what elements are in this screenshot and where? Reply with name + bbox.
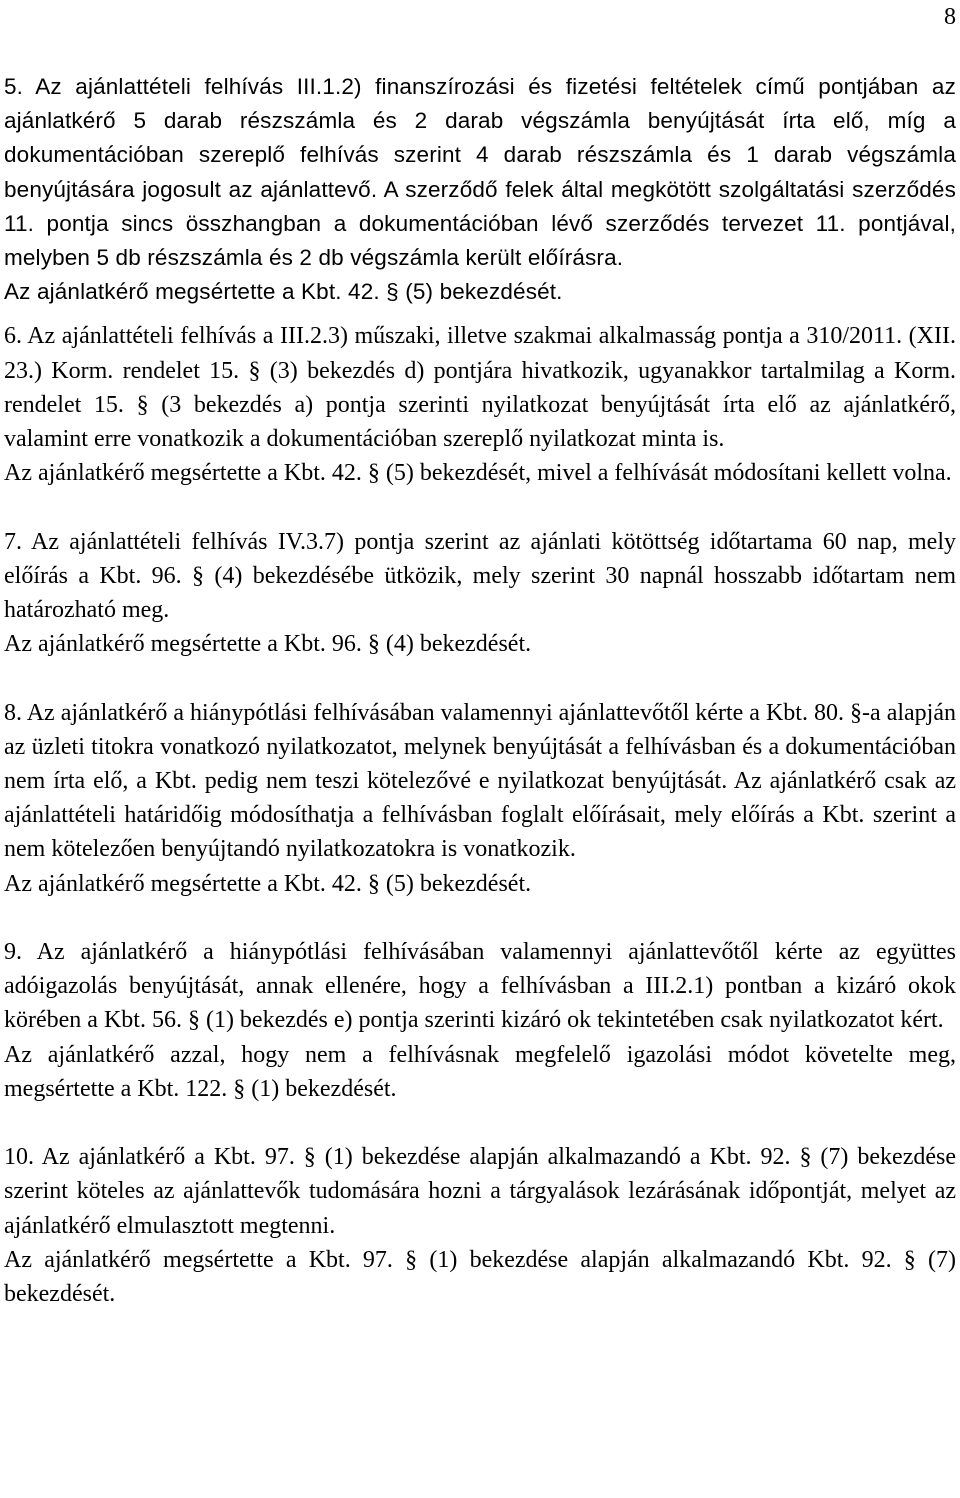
section-10 [4,1140,956,1311]
paragraph: Az ajánlatkérő azzal, hogy nem a felhívásnak megfelelő igazolási módot követelte meg, megsértette a Kbt. 122. § (1) bekezdését. [4,1041,956,1102]
section-6 [4,319,956,490]
paragraph: Az ajánlatkérő megsértette a Kbt. 42. § (5) bekezdését. [4,279,563,305]
section-gap [4,309,956,319]
section-5 [4,70,956,309]
paragraph: Az ajánlatkérő megsértette a Kbt. 97. § (1) bekezdése alapján alkalmazandó Kbt. 92. § (7) bekezdését. [4,1246,956,1308]
paragraph: Az ajánlatkérő megsértette a Kbt. 42. § (5) bekezdését, mivel a felhívását módosítani kellett volna. [4,460,952,487]
section-gap [4,661,956,695]
document-body [4,70,956,1311]
paragraph: 10. Az ajánlatkérő a Kbt. 97. § (1) bekezdése alapján alkalmazandó a Kbt. 92. § (7) bekezdése szerint köteles az ajánlattevők tudomására hozni a tárgyalások lezárásának időpontját, melyet az ajánlatkérő elmulasztott megtenni. [4,1144,956,1239]
section-gap [4,490,956,524]
section-8 [4,696,956,901]
paragraph: 5. Az ajánlattételi felhívás III.1.2) finanszírozási és fizetési feltételek című pontjában az ajánlatkérő 5 darab részszámla és 2 darab végszámla benyújtását írta elő, míg a dokumentációban szereplő felhívás szerint 4 darab részszámla és 1 darab végszámla benyújtására jogosult az ajánlattevő. A szerződő felek által megkötött szolgáltatási szerződés 11. pontja sincs összhangban a dokumentációban lévő szerződés tervezet 11. pontjával, melyben 5 db részszámla és 2 db végszámla került előírásra. [4,74,956,271]
paragraph: Az ajánlatkérő megsértette a Kbt. 96. § (4) bekezdését. [4,631,532,658]
paragraph: 9. Az ajánlatkérő a hiánypótlási felhívásában valamennyi ajánlattevőtől kérte az együttes adóigazolás benyújtását, annak ellenére, hogy a felhívásban a III.2.1) pontban a kizáró okok körében a Kbt. 56. § (1) bekezdés e) pontja szerinti kizáró ok tekintetében csak nyilatkozatot kért. [4,939,956,1034]
section-gap [4,1106,956,1140]
section-9 [4,935,956,1106]
section-7 [4,525,956,662]
section-gap [4,901,956,935]
paragraph: 7. Az ajánlattételi felhívás IV.3.7) pontja szerint az ajánlati kötöttség időtartama 60 nap, mely előírás a Kbt. 96. § (4) bekezdésébe ütközik, mely szerint 30 napnál hosszabb időtartam nem határozható meg. [4,528,956,624]
paragraph: 6. Az ajánlattételi felhívás a III.2.3) műszaki, illetve szakmai alkalmasság pontja a 310/2011. (XII. 23.) Korm. rendelet 15. § (3) bekezdés d) pontjára hivatkozik, ugyanakkor tartalmilag a Korm. rendelet 15. § (3 bekezdés a) pontja szerinti nyilatkozat benyújtását írta elő az ajánlatkérő, valamint erre vonatkozik a dokumentációban szereplő nyilatkozat minta is. [4,323,956,453]
page-number: 8 [944,4,956,30]
paragraph: Az ajánlatkérő megsértette a Kbt. 42. § (5) bekezdését. [4,870,532,897]
paragraph: 8. Az ajánlatkérő a hiánypótlási felhívásában valamennyi ajánlattevőtől kérte a Kbt. 80. §-a alapján az üzleti titokra vonatkozó nyilatkozatot, melynek benyújtását a felhívásban és a dokumentációban nem írta elő, a Kbt. pedig nem teszi kötelezővé e nyilatkozat benyújtását. Az ajánlatkérő csak az ajánlattételi határidőig módosíthatja a felhívásban foglalt előírásait, mely előírás a Kbt. szerint a nem kötelezően benyújtandó nyilatkozatokra is vonatkozik. [4,699,956,863]
